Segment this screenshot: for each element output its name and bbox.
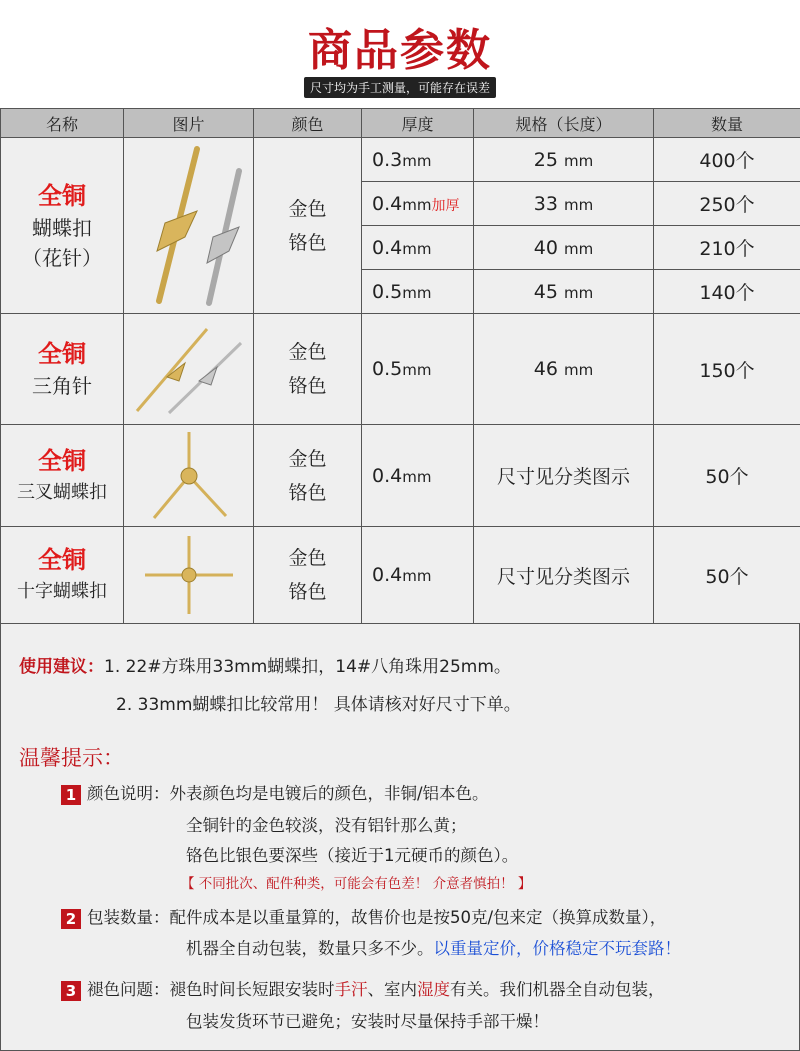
tip-line [186,935,681,959]
product-image-cell [124,425,254,527]
column-header: 名称 [1,109,124,138]
length-cell [474,314,654,425]
thickness-cell [362,425,474,527]
thickness-unit: mm [402,240,431,258]
length-unit: mm [564,196,593,214]
product-name-cell [1,425,124,527]
quantity-cell: 400个 [654,138,800,182]
tip-item-1 [61,780,489,805]
product-material: 全铜 [1,543,123,577]
length-unit: mm [564,152,593,170]
length-unit: mm [564,361,593,379]
quantity-cell: 210个 [654,226,800,270]
thickness-unit: mm [402,196,431,214]
tip-label: 包装数量： [87,908,170,927]
tip-text: 褪色时间长短跟安装时 [170,980,335,999]
page-header [0,0,800,108]
tip-label: 褪色问题： [87,980,170,999]
thickness-value: 0.4 [372,237,402,259]
thickness-unit: mm [402,152,431,170]
length-cell [474,226,654,270]
bowtie-pin-image [127,141,251,311]
color-chrome: 铬色 [254,369,361,403]
tips-title: 温馨提示： [19,742,124,772]
tip-item-2 [61,904,666,929]
product-name: 十字蝴蝶扣 [1,577,123,607]
color-gold: 金色 [254,541,361,575]
tip-number: 1 [61,785,81,805]
cross-bowtie-image [139,532,239,618]
product-image-cell [124,138,254,314]
thickness-cell [362,182,474,226]
product-image-cell [124,314,254,425]
thickness-value: 0.5 [372,281,402,303]
tip-line: 配件成本是以重量算的，故售价也是按50克/包来定（换算成数量）， [170,908,667,927]
thickness-cell [362,226,474,270]
length-value: 33 [534,193,558,215]
thickness-value: 0.3 [372,149,402,171]
tip-line: 全铜针的金色较淡，没有铝针那么黄； [186,812,467,836]
table-header-row [1,109,800,138]
length-cell: 尺寸见分类图示 [474,527,654,624]
product-name-cell [1,527,124,624]
three-prong-bowtie-image [144,428,234,524]
usage-label: 使用建议： [19,657,104,677]
product-name-cell [1,138,124,314]
table-row [1,138,800,182]
usage-section [0,624,800,733]
triangle-pin-image [129,319,249,419]
length-value: 46 [534,358,558,380]
length-value: 25 [534,149,558,171]
column-header: 数量 [654,109,800,138]
thickness-value: 0.4 [372,193,402,215]
thickness-value: 0.4 [372,465,402,487]
spec-table [0,108,800,624]
quantity-cell: 50个 [654,527,800,624]
color-cell [254,138,362,314]
thickness-unit: mm [402,567,431,585]
color-gold: 金色 [254,192,361,226]
tip-number: 2 [61,909,81,929]
column-header: 规格（长度） [474,109,654,138]
tip-item-3 [61,976,665,1001]
length-cell: 尺寸见分类图示 [474,425,654,527]
product-name: 三角针 [1,371,123,401]
thickness-value: 0.4 [372,564,402,586]
length-cell [474,270,654,314]
table-row [1,527,800,624]
product-name: 蝴蝶扣 [1,213,123,243]
tip-highlight: 以重量定价，价格稳定不玩套路！ [434,939,682,958]
color-gold: 金色 [254,335,361,369]
thickness-cell [362,527,474,624]
tip-highlight: 手汗 [335,980,368,999]
length-value: 45 [534,281,558,303]
color-cell [254,527,362,624]
tip-line: 包装发货环节已避免；安装时尽量保持手部干燥！ [186,1008,549,1032]
color-cell [254,314,362,425]
length-unit: mm [564,284,593,302]
length-unit: mm [564,240,593,258]
product-material: 全铜 [1,337,123,371]
thickness-value: 0.5 [372,358,402,380]
color-cell [254,425,362,527]
product-material: 全铜 [1,179,123,213]
tip-line: 铬色比银色要深些（接近于1元硬币的颜色）。 [186,842,518,866]
color-chrome: 铬色 [254,226,361,260]
length-cell [474,182,654,226]
thickness-cell [362,270,474,314]
column-header: 图片 [124,109,254,138]
usage-text-1: 1. 22#方珠用33mm蝴蝶扣，14#八角珠用25mm。 [104,657,511,677]
quantity-cell: 150个 [654,314,800,425]
quantity-cell: 140个 [654,270,800,314]
product-image-cell [124,527,254,624]
quantity-cell: 250个 [654,182,800,226]
page-subtitle: 尺寸均为手工测量，可能存在误差 [304,77,496,98]
length-value: 40 [534,237,558,259]
product-name: 三叉蝴蝶扣 [1,478,123,508]
length-cell [474,138,654,182]
tip-number: 3 [61,981,81,1001]
column-header: 厚度 [362,109,474,138]
color-gold: 金色 [254,442,361,476]
tip-line: 外表颜色均是电镀后的颜色，非铜/铝本色。 [170,784,489,803]
tip-label: 颜色说明： [87,784,170,803]
tip-text: 、室内 [368,980,418,999]
table-row [1,314,800,425]
product-material: 全铜 [1,444,123,478]
thick-tag: 加厚 [431,198,459,214]
color-chrome: 铬色 [254,575,361,609]
product-name-cell [1,314,124,425]
thickness-unit: mm [402,284,431,302]
usage-line-2: 2. 33mm蝴蝶扣比较常用！ 具体请核对好尺寸下单。 [116,690,521,715]
tip-text: 机器全自动包装，数量只多不少。 [186,939,434,958]
thickness-cell [362,138,474,182]
thickness-cell [362,314,474,425]
thickness-unit: mm [402,468,431,486]
product-alias: （花针） [1,243,123,273]
column-header: 颜色 [254,109,362,138]
usage-line-1 [19,652,511,677]
color-chrome: 铬色 [254,476,361,510]
page-title: 商品参数 [0,14,800,78]
tip-highlight: 湿度 [417,980,450,999]
tip-text: 有关。我们机器全自动包装， [450,980,665,999]
tips-section [0,732,800,1051]
tip-note: 【 不同批次、配件种类，可能会有色差！ 介意者慎拍！ 】 [181,872,531,892]
quantity-cell: 50个 [654,425,800,527]
table-row [1,425,800,527]
thickness-unit: mm [402,361,431,379]
